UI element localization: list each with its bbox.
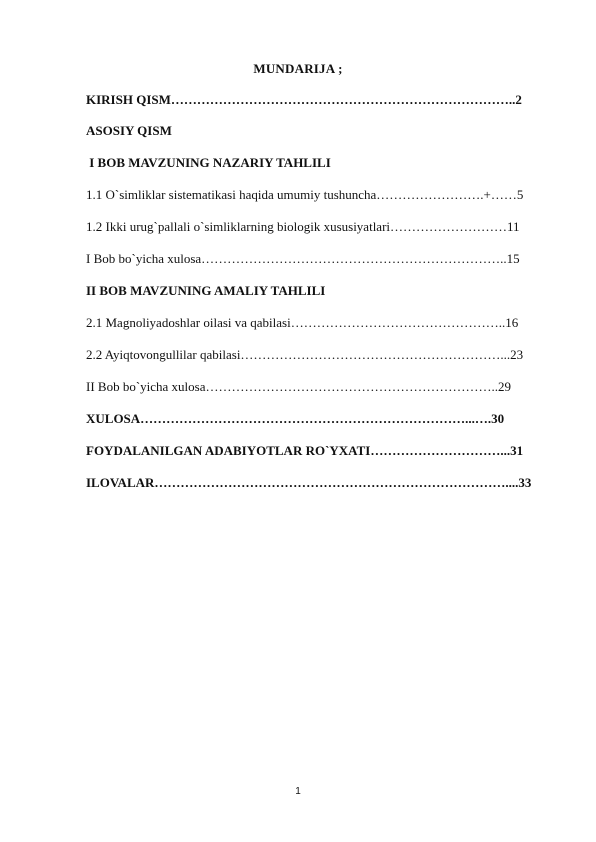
page-title: MUNDARIJA ; — [253, 61, 343, 76]
toc-entry-section-2-1: 2.1 Magnoliyadoshlar oilasi va qabilasi…………………………………………..16 — [86, 315, 519, 330]
page-number: 1 — [295, 786, 301, 797]
toc-entry-bob-1: I BOB MAVZUNING NAZARIY TAHLILI — [86, 155, 331, 170]
toc-entry-section-2-2: 2.2 Ayiqtovongullilar qabilasi……………………………………………………...23 — [86, 347, 524, 362]
toc-entry-ilovalar: ILOVALAR………………………………………………………………………....33 — [86, 475, 532, 490]
toc-entry-section-1-1: 1.1 O`simliklar sistematikasi haqida umumiy tushuncha…………………….+……5 — [86, 187, 524, 202]
toc-entry-section-1-2: 1.2 Ikki urug`pallali o`simliklarning biologik xususiyatlari………………………11 — [86, 219, 520, 234]
toc-entry-asosiy-qism: ASOSIY QISM — [86, 123, 172, 138]
toc-entry-bob-2-xulosa: II Bob bo`yicha xulosa…………………………………………………………..29 — [86, 379, 512, 394]
toc-entry-kirish: KIRISH QISM……………………………………………………………………..2 — [86, 92, 522, 107]
toc-entry-xulosa: XULOSA…………………………………………………………………...….30 — [86, 411, 505, 426]
toc-entry-bob-1-xulosa: I Bob bo`yicha xulosa……………………………………………………………..15 — [86, 251, 520, 266]
toc-entry-bob-2: II BOB MAVZUNING AMALIY TAHLILI — [86, 283, 326, 298]
toc-entry-adabiyotlar: FOYDALANILGAN ADABIYOTLAR RO`YXATI…………………………...31 — [86, 443, 524, 458]
